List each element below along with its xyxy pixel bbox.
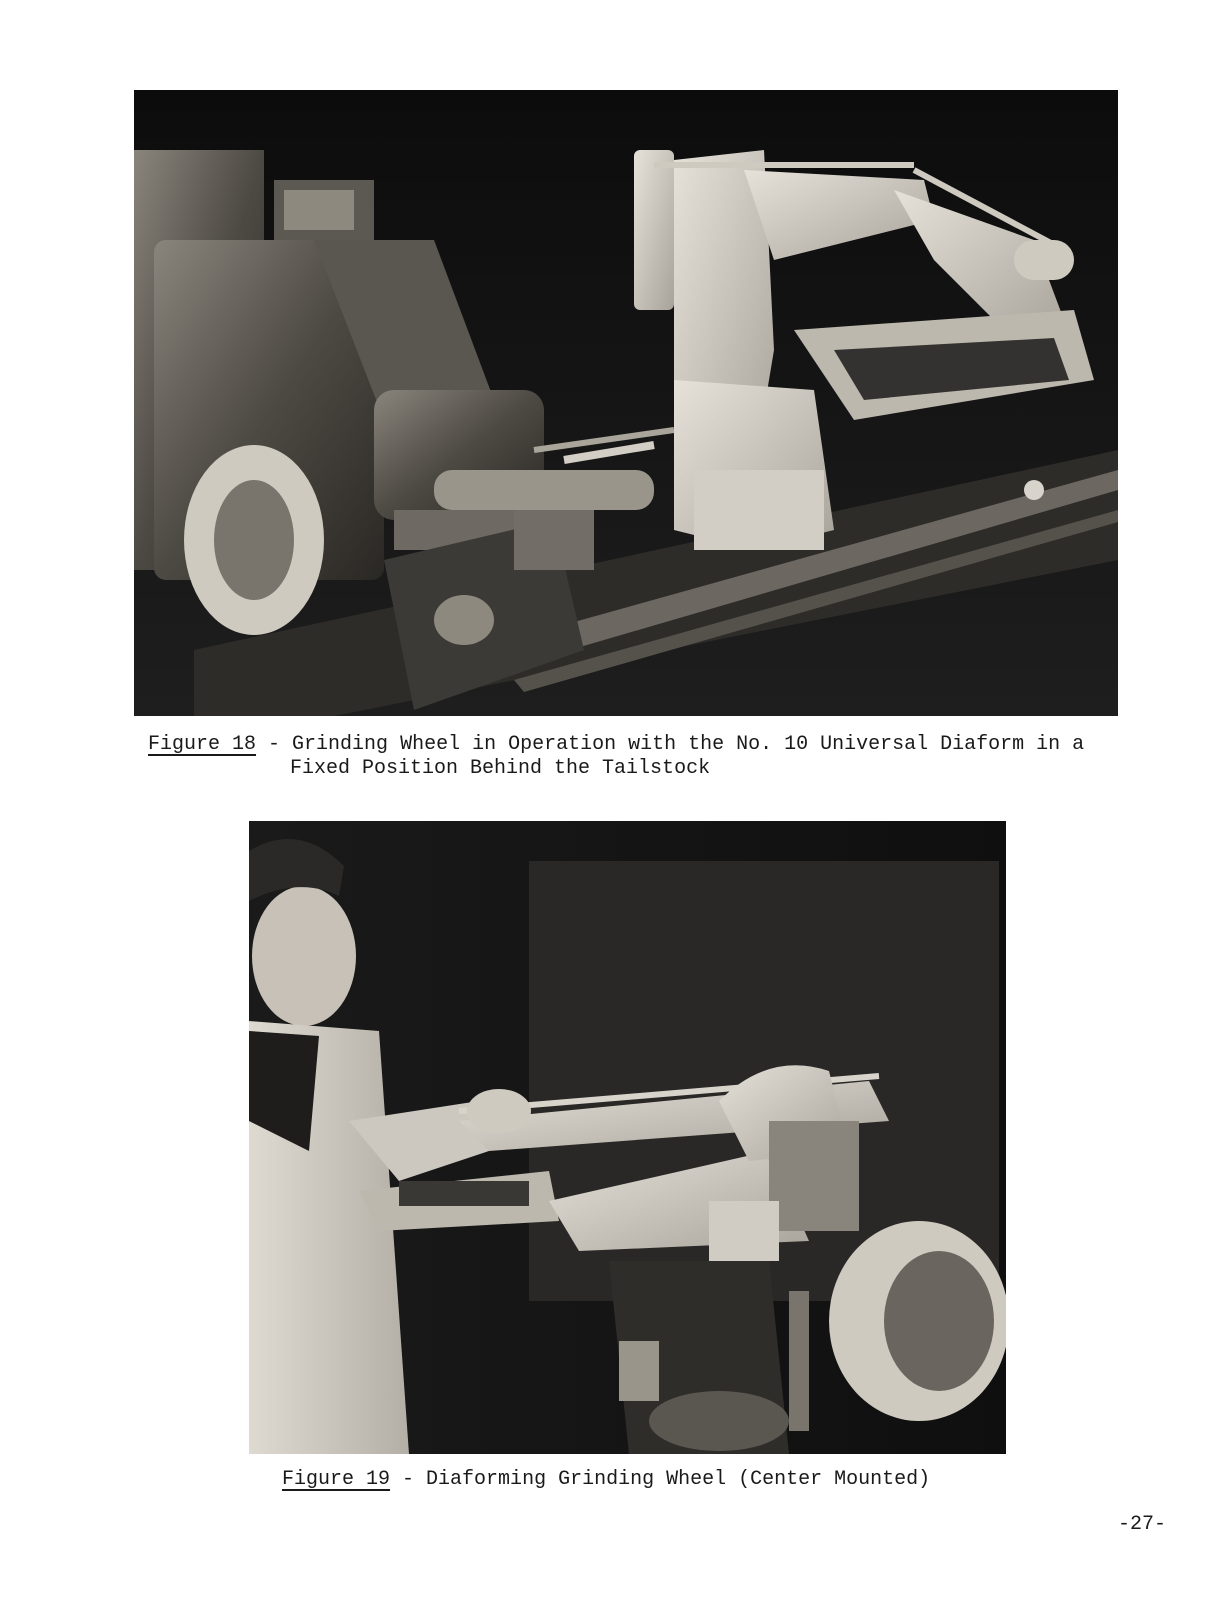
figure-19-caption-line1: Diaforming Grinding Wheel (Center Mounted) xyxy=(426,1468,931,1491)
figure-19-label: Figure 19 xyxy=(282,1468,391,1491)
figure-18-illustration xyxy=(134,90,1118,716)
page-number: -27- xyxy=(1117,1513,1166,1536)
figure-18-label: Figure 18 xyxy=(148,733,257,756)
figure-18-separator: - xyxy=(256,733,293,756)
figure-19-caption xyxy=(282,1468,930,1492)
figure-19-illustration xyxy=(249,821,1006,1454)
figure-19-separator: - xyxy=(390,1468,427,1491)
figure-18-caption xyxy=(148,733,1084,781)
figure-19-photo xyxy=(249,821,1006,1454)
figure-18-caption-line2: Fixed Position Behind the Tailstock xyxy=(290,757,711,780)
figure-18-photo xyxy=(134,90,1118,716)
figure-18-caption-line1: Grinding Wheel in Operation with the No. 10 Universal Diaform in a xyxy=(292,733,1085,756)
